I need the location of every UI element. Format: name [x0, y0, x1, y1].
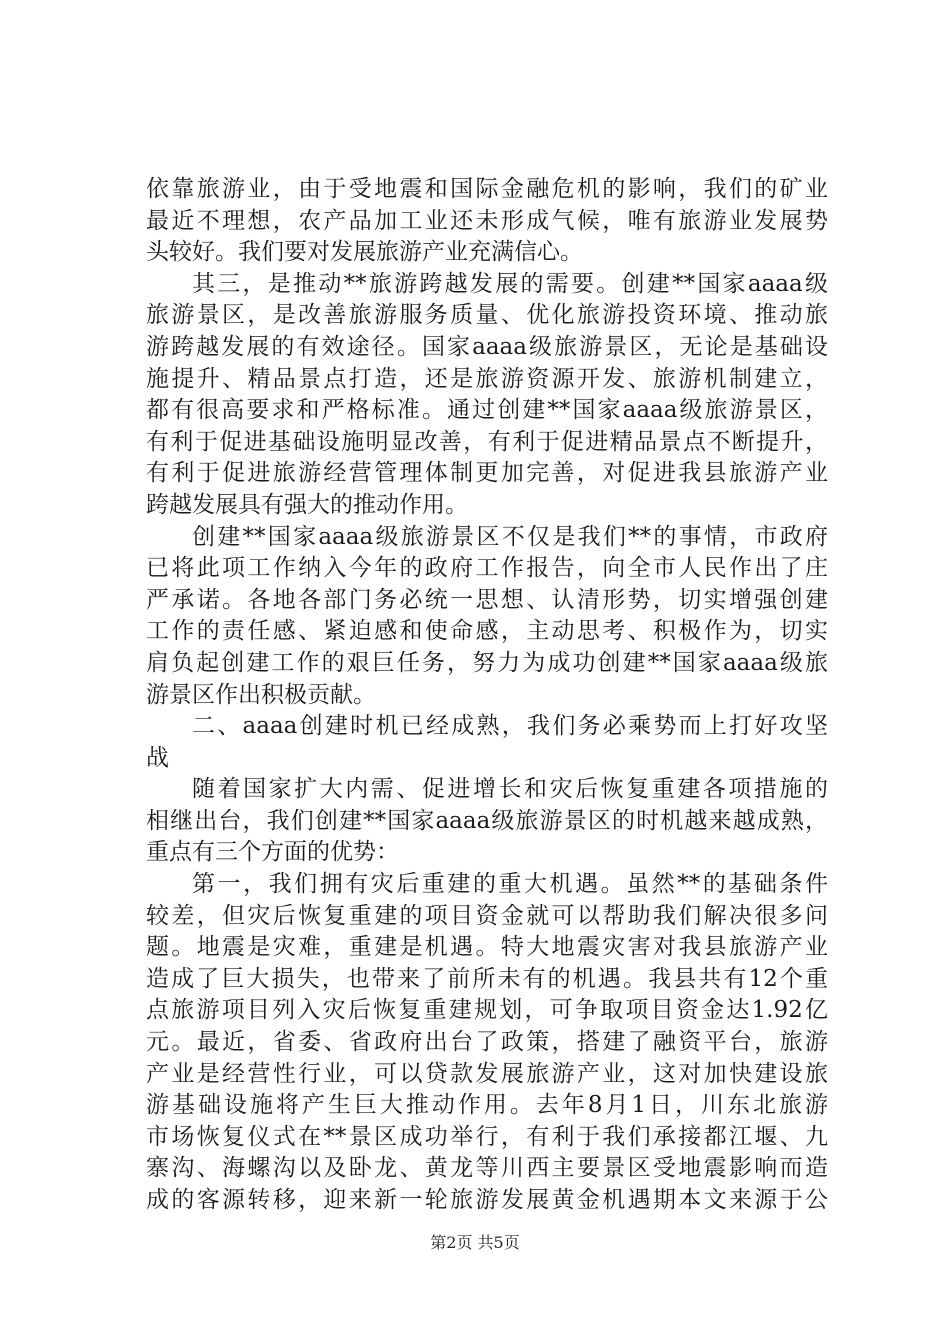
text-line: 游基础设施将产生巨大推动作用。去年8月1日，川东北旅游: [146, 1092, 828, 1119]
text-line: 产业是经营性行业，可以贷款发展旅游产业，这对加快建设旅: [146, 1060, 828, 1087]
text-line: 较差，但灾后恢复重建的项目资金就可以帮助我们解决很多问: [146, 902, 828, 929]
text-line: 最近不理想，农产品加工业还未形成气候，唯有旅游业发展势: [146, 207, 828, 234]
text-line: 都有很高要求和严格标准。通过创建**国家aaaa级旅游景区，: [146, 397, 828, 424]
text-line: 题。地震是灾难，重建是机遇。特大地震灾害对我县旅游产业: [146, 934, 828, 961]
text-line: 重点有三个方面的优势：: [146, 839, 399, 866]
body-text: [146, 174, 828, 1217]
text-line: 头较好。我们要对发展旅游产业充满信心。: [146, 239, 583, 266]
text-line: 依靠旅游业，由于受地震和国际金融危机的影响，我们的矿业: [146, 176, 828, 202]
text-line: 创建**国家aaaa级旅游景区不仅是我们**的事情，市政府: [192, 523, 828, 550]
text-line: 二、aaaa创建时机已经成熟，我们务必乘势而上打好攻坚: [192, 713, 828, 740]
text-line: 造成了巨大损失，也带来了前所未有的机遇。我县共有12个重: [146, 965, 828, 992]
page-footer: 第2页 共5页: [430, 1233, 520, 1252]
text-line: 市场恢复仪式在**景区成功举行，有利于我们承接都江堰、九: [146, 1123, 828, 1150]
text-line: 旅游景区，是改善旅游服务质量、优化旅游投资环境、推动旅: [146, 302, 828, 329]
text-line: 工作的责任感、紧迫感和使命感，主动思考、积极作为，切实: [146, 618, 828, 645]
text-line: 战: [146, 744, 169, 771]
text-line: 相继出台，我们创建**国家aaaa级旅游景区的时机越来越成熟，: [146, 807, 828, 834]
text-line: 第一，我们拥有灾后重建的重大机遇。虽然**的基础条件: [192, 871, 828, 898]
text-line: 游跨越发展的有效途径。国家aaaa级旅游景区，无论是基础设: [146, 333, 828, 360]
text-line: 游景区作出积极贡献。: [146, 681, 376, 708]
text-line: 已将此项工作纳入今年的政府工作报告，向全市人民作出了庄: [146, 555, 828, 582]
text-line: 严承诺。各地各部门务必统一思想、认清形势，切实增强创建: [146, 586, 828, 613]
text-line: 元。最近，省委、省政府出台了政策，搭建了融资平台，旅游: [146, 1029, 828, 1056]
text-line: 肩负起创建工作的艰巨任务，努力为成功创建**国家aaaa级旅: [146, 649, 828, 676]
text-line: 有利于促进旅游经营管理体制更加完善，对促进我县旅游产业: [146, 460, 828, 487]
text-line: 寨沟、海螺沟以及卧龙、黄龙等川西主要景区受地震影响而造: [146, 1155, 828, 1182]
text-line: 其三，是推动**旅游跨越发展的需要。创建**国家aaaa级: [192, 270, 828, 297]
text-line: 施提升、精品景点打造，还是旅游资源开发、旅游机制建立，: [146, 365, 828, 392]
text-line: 跨越发展具有强大的推动作用。: [146, 491, 468, 518]
text-line: 随着国家扩大内需、促进增长和灾后恢复重建各项措施的: [192, 776, 828, 803]
text-line: 成的客源转移，迎来新一轮旅游发展黄金机遇期本文来源于公: [146, 1187, 828, 1213]
text-line: 点旅游项目列入灾后恢复重建规划，可争取项目资金达1.92亿: [146, 997, 828, 1024]
text-line: 有利于促进基础设施明显改善，有利于促进精品景点不断提升，: [146, 428, 828, 455]
